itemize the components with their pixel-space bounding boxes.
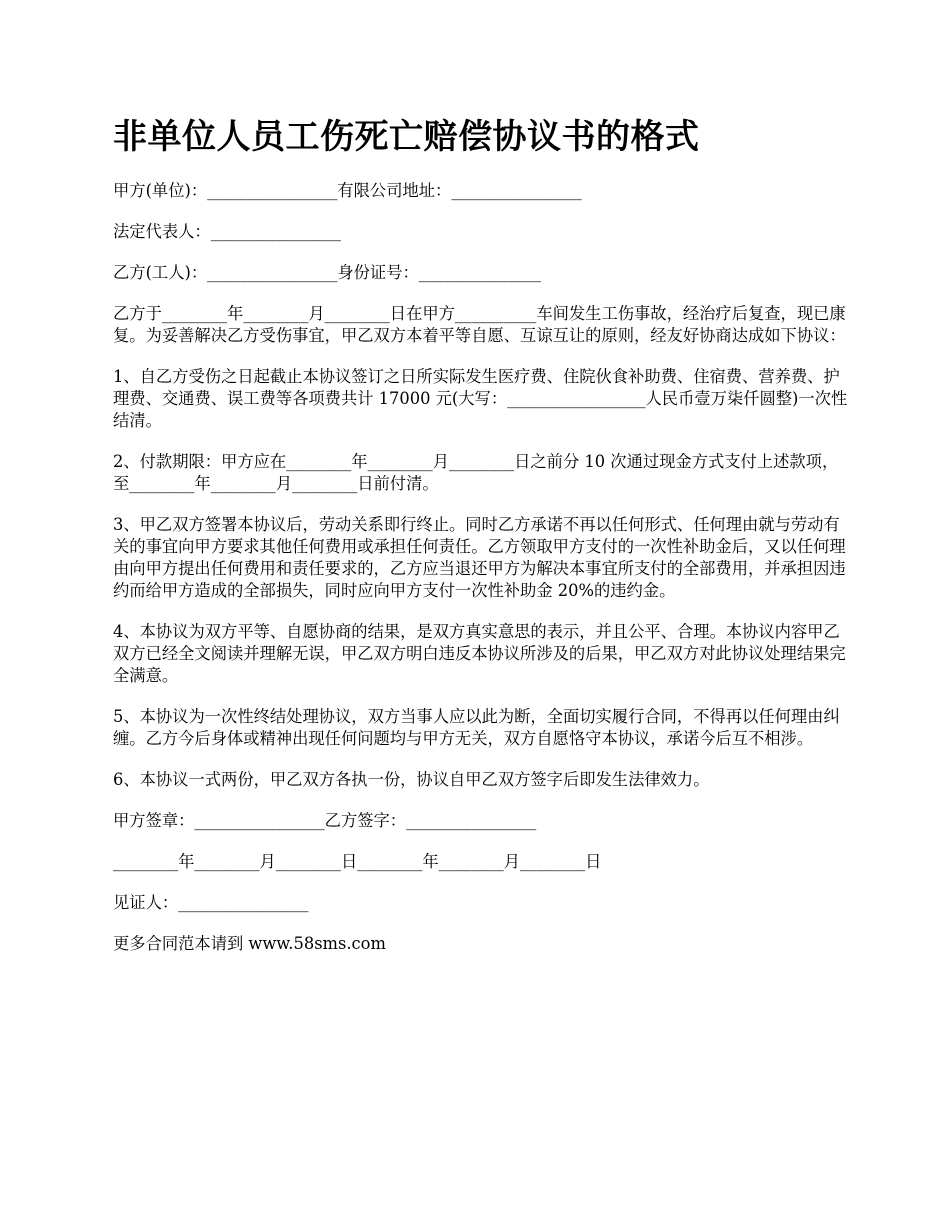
- footer-link-text: 更多合同范本请到 www.58sms.com: [113, 934, 386, 953]
- document-page: [113, 110, 853, 974]
- clause-1: 1、自乙方受伤之日起截止本协议签订之日所实际发生医疗费、住院伙食补助费、住宿费、营养费、护理费、交通费、误工费等各项费共计 17000 元(大写：_________________人民币壹万柒仟圆整)一次性结清。: [113, 367, 848, 430]
- clause-4: 4、本协议为双方平等、自愿协商的结果，是双方真实意思的表示，并且公平、合理。本协议内容甲乙双方已经全文阅读并理解无误，甲乙双方明白违反本协议所涉及的后果，甲乙双方对此协议处理结果完全满意。: [113, 622, 846, 685]
- witness-line: 见证人：________________: [113, 893, 309, 912]
- intro-paragraph: 乙方于________年________月________日在甲方__________车间发生工伤事故，经治疗后复查，现已康复。为妥善解决乙方受伤事宜，甲乙双方本着平等自愿、互谅互让的原则，经友好协商达成如下协议：: [113, 304, 846, 345]
- clause-3: 3、甲乙双方签署本协议后，劳动关系即行终止。同时乙方承诺不再以任何形式、任何理由就与劳动有关的事宜向甲方要求其他任何费用或承担任何责任。乙方领取甲方支付的一次性补助金后，又以任何理由向甲方提出任何费用和责任要求的，乙方应当退还甲方为解决本事宜所支付的全部费用，并承担因违约而给甲方造成的全部损失，同时应向甲方支付一次性补助金 20%的违约金。: [113, 515, 846, 600]
- clause-5: 5、本协议为一次性终结处理协议，双方当事人应以此为断，全面切实履行合同，不得再以任何理由纠缠。乙方今后身体或精神出现任何问题均与甲方无关，双方自愿恪守本协议，承诺今后互不相涉。: [113, 707, 840, 748]
- document-title: 非单位人员工伤死亡赔偿协议书的格式: [113, 117, 700, 157]
- legal-representative-line: 法定代表人：________________: [113, 222, 341, 241]
- date-line: ________年________月________日________年________月________日: [113, 852, 602, 871]
- signature-line: 甲方签章：________________乙方签字：________________: [113, 811, 537, 830]
- party-b-line: 乙方(工人)：________________身份证号：_______________: [113, 263, 541, 282]
- clause-2: 2、付款期限：甲方应在________年________月________日之前分 10 次通过现金方式支付上述款项，至________年________月________日前付清。: [113, 452, 839, 493]
- party-a-line: 甲方(单位)：________________有限公司地址：________________: [113, 181, 582, 200]
- clause-6: 6、本协议一式两份，甲乙双方各执一份，协议自甲乙双方签字后即发生法律效力。: [113, 770, 710, 789]
